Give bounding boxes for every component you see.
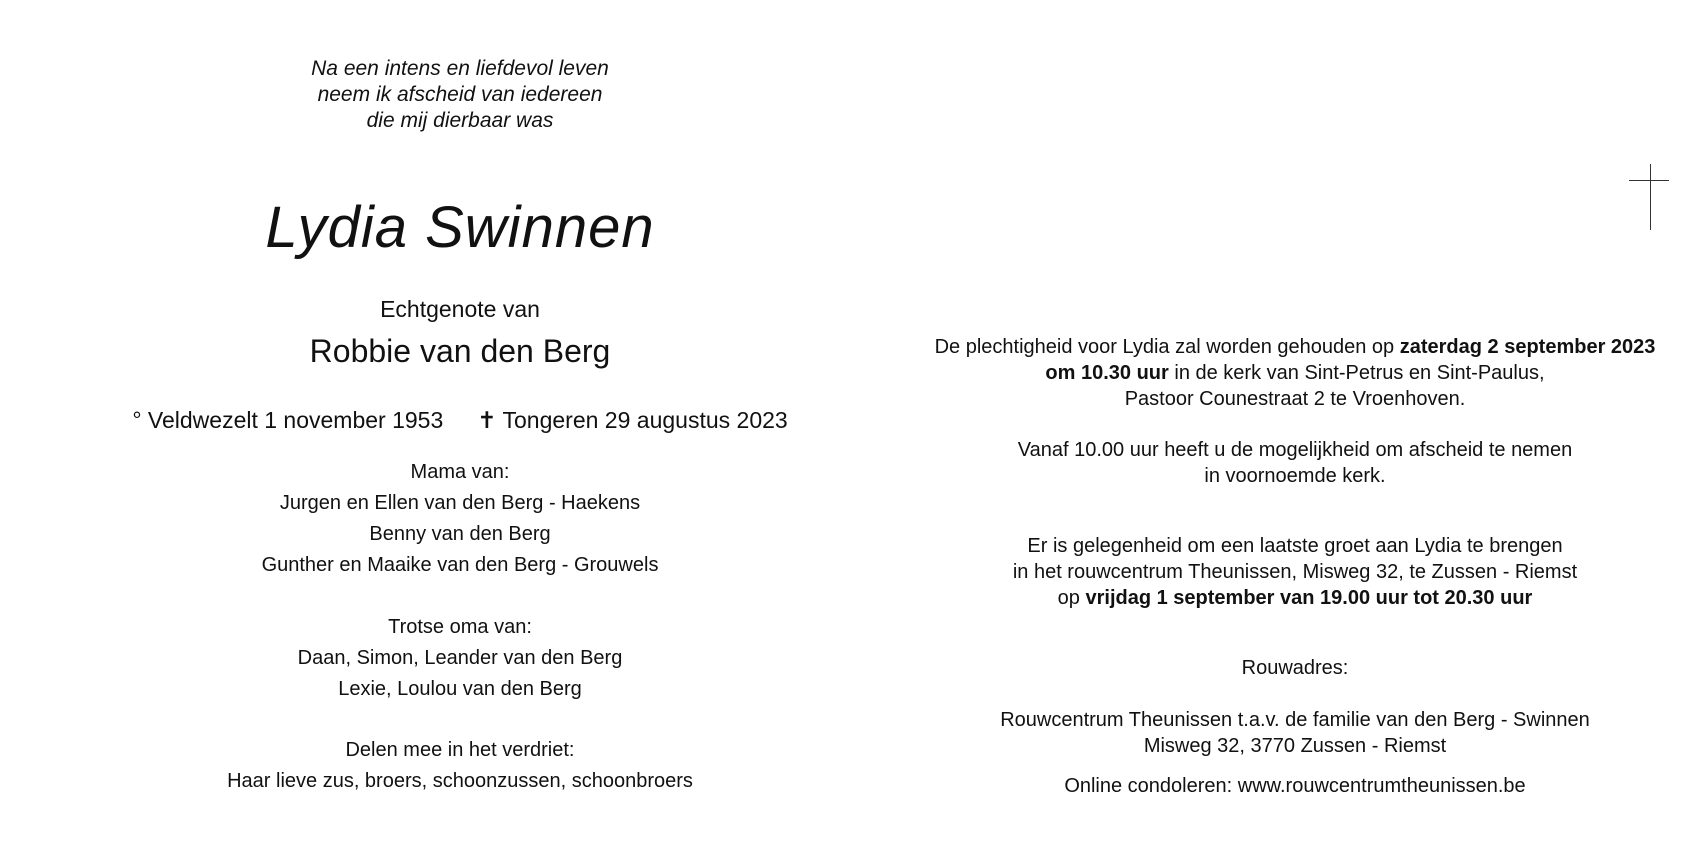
- farewell-line: in voornoemde kerk.: [1204, 465, 1386, 487]
- visitation-line: in het rouwcentrum Theunissen, Misweg 32, te Zussen - Riemst: [1012, 561, 1578, 583]
- opening-quote: [60, 56, 860, 134]
- address-label: Rouwadres:: [1241, 657, 1349, 679]
- ceremony-time: om 10.30 uur: [1045, 362, 1169, 384]
- death-date: ✝ Tongeren 29 augustus 2023: [477, 407, 788, 433]
- child-line: Benny van den Berg: [369, 523, 551, 545]
- ceremony-date: zaterdag 2 september 2023: [1399, 336, 1656, 358]
- spouse-name: Robbie van den Berg: [309, 333, 611, 369]
- spouse-label: Echtgenote van: [380, 296, 540, 322]
- grandchildren-label: Trotse oma van:: [388, 616, 532, 638]
- grandchild-line: Lexie, Loulou van den Berg: [338, 678, 582, 700]
- quote-line: neem ik afscheid van iedereen: [317, 83, 603, 106]
- children-block: [60, 457, 860, 581]
- deceased-name: Lydia Swinnen: [265, 195, 655, 260]
- quote-line: die mij dierbaar was: [366, 109, 554, 132]
- child-line: Gunther en Maaike van den Berg - Grouwels: [261, 554, 659, 576]
- address-line: Rouwcentrum Theunissen t.a.v. de familie van den Berg - Swinnen: [1000, 709, 1590, 731]
- visitation-text: op: [1057, 587, 1086, 609]
- life-dates: [60, 405, 860, 435]
- address-line: Misweg 32, 3770 Zussen - Riemst: [1143, 735, 1447, 757]
- visitation-line: Er is gelegenheid om een laatste groet aan Lydia te brengen: [1027, 535, 1563, 557]
- mourners-label: Delen mee in het verdriet:: [345, 739, 575, 761]
- grandchild-line: Daan, Simon, Leander van den Berg: [297, 647, 623, 669]
- grandchildren-block: [60, 612, 860, 705]
- ceremony-text: De plechtigheid voor Lydia zal worden gehouden op: [934, 336, 1400, 358]
- address-block: [895, 707, 1695, 759]
- visitation-block: [895, 533, 1695, 611]
- children-label: Mama van:: [410, 461, 510, 483]
- ceremony-location: in de kerk van Sint-Petrus en Sint-Paulus,: [1168, 362, 1545, 384]
- farewell-block: [895, 437, 1695, 489]
- ceremony-address: Pastoor Counestraat 2 te Vroenhoven.: [1124, 388, 1466, 410]
- online-condolences: Online condoleren: www.rouwcentrumtheunissen.be: [1064, 775, 1526, 797]
- quote-line: Na een intens en liefdevol leven: [311, 57, 609, 80]
- visitation-time: vrijdag 1 september van 19.00 uur tot 20.30 uur: [1085, 587, 1533, 609]
- child-line: Jurgen en Ellen van den Berg - Haekens: [279, 492, 641, 514]
- mourners-line: Haar lieve zus, broers, schoonzussen, schoonbroers: [227, 770, 693, 792]
- cross-icon: [1629, 164, 1669, 230]
- ceremony-block: [895, 334, 1695, 412]
- birth-date: ° Veldwezelt 1 november 1953: [132, 407, 444, 433]
- farewell-line: Vanaf 10.00 uur heeft u de mogelijkheid om afscheid te nemen: [1017, 439, 1573, 461]
- mourners-block: [60, 735, 860, 797]
